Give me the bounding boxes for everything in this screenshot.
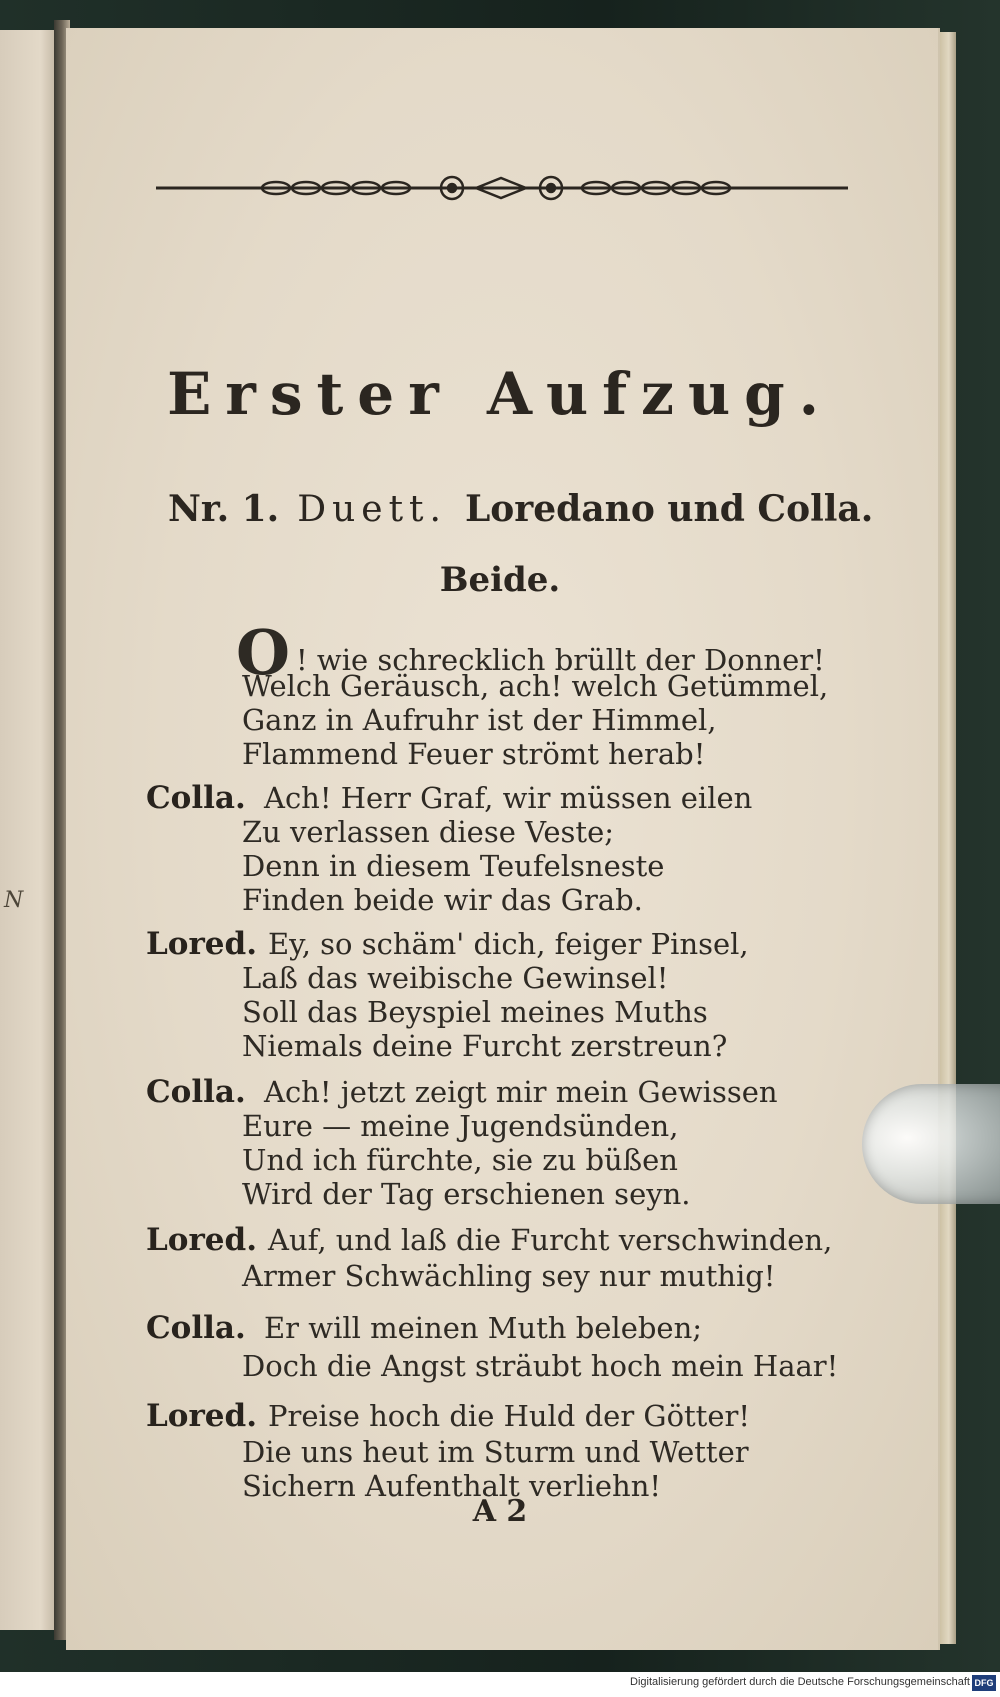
verse-line: Ganz in Aufruhr ist der Himmel, bbox=[242, 703, 717, 737]
verse-line: Preise hoch die Huld der Götter! bbox=[268, 1399, 751, 1433]
number-heading bbox=[168, 488, 873, 530]
speaker-heading: Beide. bbox=[439, 560, 561, 600]
verse-line: Niemals deine Furcht zerstreun? bbox=[242, 1029, 728, 1063]
signature-mark: A 2 bbox=[472, 1494, 528, 1529]
verse-line: Und ich fürchte, sie zu büßen bbox=[242, 1143, 678, 1177]
speaker-label: Lored. bbox=[146, 926, 257, 962]
speaker-label: Lored. bbox=[146, 1398, 257, 1434]
verse-line: Zu verlassen diese Veste; bbox=[242, 815, 615, 849]
form-label: Duett. bbox=[297, 489, 447, 530]
verse-line: Welch Geräusch, ach! welch Getümmel, bbox=[242, 669, 829, 703]
speaker-label: Colla. bbox=[146, 1310, 246, 1346]
verse-line: Auf, und laß die Furcht verschwinden, bbox=[268, 1223, 833, 1257]
verse-text: ! wie schrecklich brüllt der Donner! bbox=[296, 643, 825, 677]
verse-line: Die uns heut im Sturm und Wetter bbox=[242, 1435, 749, 1469]
page-clip bbox=[862, 1084, 1000, 1204]
funding-credit: Digitalisierung gefördert durch die Deutsche Forschungsgemeinschaft bbox=[630, 1676, 970, 1688]
number-label: Nr. 1. bbox=[168, 488, 280, 530]
margin-mark: N bbox=[4, 888, 24, 913]
verse-line: Flammend Feuer strömt herab! bbox=[242, 737, 706, 771]
speaker-label: Colla. bbox=[146, 780, 246, 816]
verse-line: Laß das weibische Gewinsel! bbox=[242, 961, 669, 995]
verse-line: Ey, so schäm' dich, feiger Pinsel, bbox=[268, 927, 749, 961]
speaker-label: Colla. bbox=[146, 1074, 246, 1110]
verse-line: Finden beide wir das Grab. bbox=[242, 883, 643, 917]
verse-line: Doch die Angst sträubt hoch mein Haar! bbox=[242, 1349, 839, 1383]
verse-line: Sichern Aufenthalt verliehn! bbox=[242, 1469, 662, 1503]
footer-bar bbox=[0, 1672, 1000, 1697]
page-edge bbox=[938, 32, 956, 1644]
verse-line: Wird der Tag erschienen seyn. bbox=[242, 1177, 691, 1211]
verse-line: Denn in diesem Teufelsneste bbox=[242, 849, 665, 883]
persons-label: Loredano und Colla. bbox=[464, 488, 874, 530]
ornamental-rule bbox=[156, 168, 848, 208]
act-title: Erster Aufzug. bbox=[167, 360, 833, 428]
verse-line: Eure — meine Jugendsünden, bbox=[242, 1109, 679, 1143]
facing-page-left bbox=[0, 30, 58, 1630]
drop-cap: O bbox=[236, 616, 291, 689]
verse-line: Ach! jetzt zeigt mir mein Gewissen bbox=[264, 1075, 778, 1109]
verse-line: Er will meinen Muth beleben; bbox=[264, 1311, 703, 1345]
verse-line: Soll das Beyspiel meines Muths bbox=[242, 995, 708, 1029]
speaker-label: Lored. bbox=[146, 1222, 257, 1258]
dfg-logo: DFG bbox=[972, 1675, 996, 1691]
verse-line: Armer Schwächling sey nur muthig! bbox=[242, 1259, 776, 1293]
verse-line: Ach! Herr Graf, wir müssen eilen bbox=[264, 781, 753, 815]
